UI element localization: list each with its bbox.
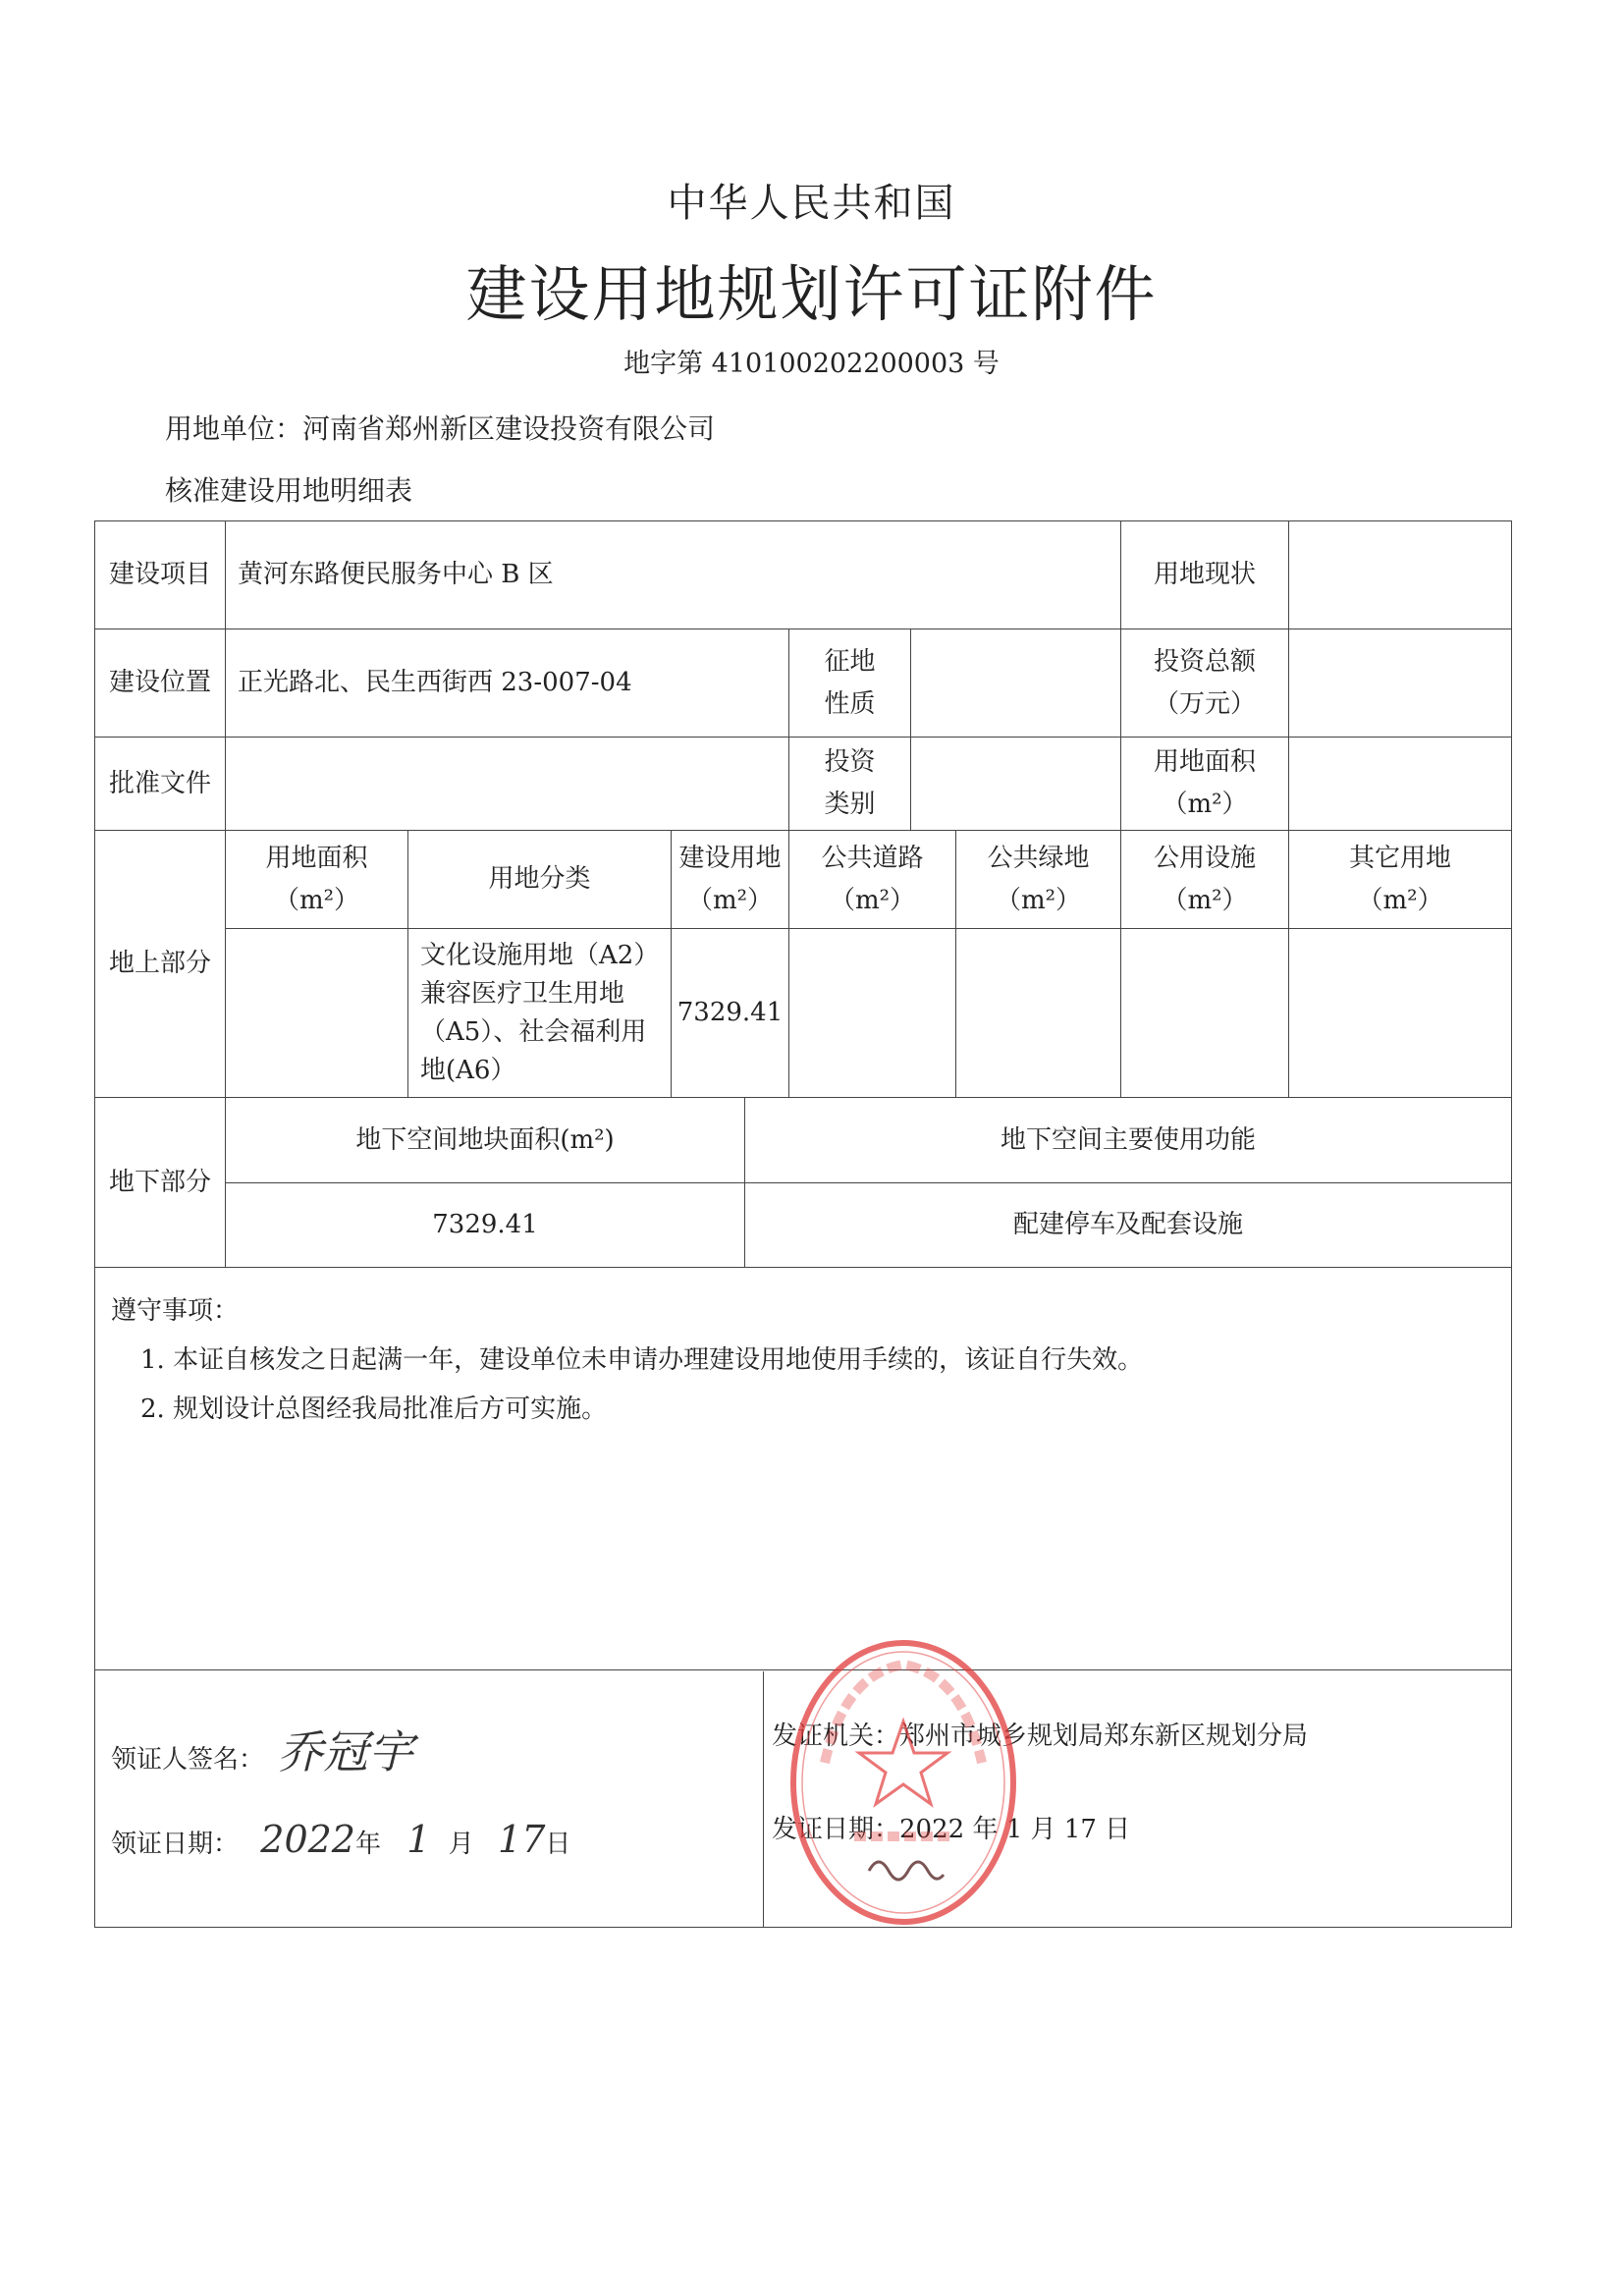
- signature-cell: [95, 1670, 1512, 1928]
- header-line1: 用地面积: [265, 843, 368, 873]
- underground-header-row: [95, 1098, 1512, 1183]
- land-status-value: [1289, 521, 1512, 629]
- above-header-public-facility: [1121, 831, 1289, 929]
- above-header-construction-land: [672, 831, 789, 929]
- land-area-label: [1121, 738, 1289, 831]
- land-unit-label: 用地单位：: [165, 412, 303, 445]
- total-investment-value: [1289, 629, 1512, 738]
- signature-divider: [763, 1671, 764, 1927]
- investment-type-label-line2: 类别: [824, 790, 876, 819]
- issuer-value: 郑州市城乡规划局郑东新区规划分局: [899, 1721, 1309, 1751]
- header-line1: 建设用地: [678, 843, 782, 873]
- land-unit-line: [165, 408, 715, 447]
- above-header-classification: [408, 831, 672, 929]
- header-line2: （m²）: [1162, 885, 1248, 915]
- above-construction-land-value: 7329.41: [672, 929, 789, 1098]
- month-char: 月: [448, 1829, 474, 1859]
- above-other-land-value: [1289, 929, 1512, 1098]
- approval-value: [226, 738, 789, 831]
- signature-row: [95, 1670, 1512, 1928]
- notes-cell: [95, 1268, 1512, 1670]
- header-line2: （m²）: [273, 885, 360, 915]
- recipient-label: 领证人签名：: [111, 1744, 265, 1775]
- issue-date-value: 2022 年 1 月 17 日: [899, 1814, 1131, 1844]
- year-char: 年: [355, 1829, 382, 1859]
- total-investment-label-line2: （万元）: [1154, 688, 1257, 719]
- above-ground-data-row: [95, 929, 1512, 1098]
- land-area-label-line1: 用地面积: [1154, 747, 1257, 778]
- above-classification-value: 文化设施用地（A2）兼容医疗卫生用地（A5）、社会福利用地(A6）: [408, 929, 672, 1098]
- header-line2: （m²）: [829, 885, 916, 915]
- underground-function-value: 配建停车及配套设施: [745, 1183, 1512, 1268]
- project-value: 黄河东路便民服务中心 B 区: [226, 521, 1121, 629]
- recipient-handwritten-name: 乔冠宇: [278, 1724, 414, 1778]
- investment-type-label-line1: 投资: [824, 747, 876, 778]
- above-header-public-road: [789, 831, 956, 929]
- notes-title: 遵守事项：: [111, 1296, 240, 1326]
- above-land-area-value: [226, 929, 408, 1098]
- header-line2: （m²）: [995, 885, 1082, 915]
- notes-item-1: 1. 本证自核发之日起满一年，建设单位未申请办理建设用地使用手续的，该证自行失效。: [140, 1345, 1144, 1376]
- recipient-date-year: 2022: [260, 1817, 355, 1861]
- header-line2: （m²）: [1357, 885, 1443, 915]
- land-unit-value: 河南省郑州新区建设投资有限公司: [302, 412, 716, 445]
- signature-area: [95, 1671, 1511, 1927]
- project-label: 建设项目: [95, 521, 226, 629]
- underground-label: 地下部分: [95, 1098, 226, 1268]
- notes-item-2: 2. 规划设计总图经我局批准后方可实施。: [140, 1394, 608, 1425]
- investment-type-value: [911, 738, 1121, 831]
- header-line1: 公共道路: [821, 843, 924, 873]
- document-number: 地字第 410100202200003 号: [623, 349, 1000, 379]
- header-line1: 用地分类: [488, 864, 591, 895]
- header-line1: 其它用地: [1349, 843, 1452, 873]
- location-value: 正光路北、民生西街西 23-007-04: [226, 629, 789, 738]
- recipient-date-line: [111, 1809, 570, 1871]
- land-nature-value: [911, 629, 1121, 738]
- land-status-label: 用地现状: [1121, 521, 1289, 629]
- recipient-date-month: 1: [406, 1817, 431, 1861]
- total-investment-label: [1121, 629, 1289, 738]
- issuer-label: 发证机关：: [772, 1721, 900, 1751]
- notes-row: [95, 1268, 1512, 1670]
- above-public-green-value: [956, 929, 1121, 1098]
- underground-data-row: [95, 1183, 1512, 1268]
- underground-function-header: 地下空间主要使用功能: [745, 1098, 1512, 1183]
- land-area-value: [1289, 738, 1512, 831]
- table-title: 核准建设用地明细表: [165, 474, 413, 507]
- above-header-land-area: [226, 831, 408, 929]
- land-detail-table: [94, 520, 1512, 1928]
- issue-date-line: [772, 1809, 1130, 1851]
- above-public-facility-value: [1121, 929, 1289, 1098]
- header-line1: 公共绿地: [987, 843, 1090, 873]
- recipient-signature-line: [111, 1716, 413, 1790]
- approval-label: 批准文件: [95, 738, 226, 831]
- underground-area-header: 地下空间地块面积(m²): [226, 1098, 745, 1183]
- document-title: 建设用地规划许可证附件: [465, 258, 1158, 330]
- above-public-road-value: [789, 929, 956, 1098]
- recipient-date-day: 17: [498, 1817, 546, 1861]
- row-location: [95, 629, 1512, 738]
- above-ground-header-row: [95, 831, 1512, 929]
- country-title: 中华人民共和国: [667, 181, 956, 226]
- land-nature-label-line2: 性质: [824, 688, 876, 719]
- row-project: [95, 521, 1512, 629]
- underground-area-value: 7329.41: [226, 1183, 745, 1268]
- above-header-other-land: [1289, 831, 1512, 929]
- above-header-public-green: [956, 831, 1121, 929]
- row-approval: [95, 738, 1512, 831]
- issue-date-label: 发证日期：: [772, 1814, 900, 1844]
- issuer-line: [772, 1716, 1308, 1758]
- land-nature-label: [789, 629, 911, 738]
- land-nature-label-line1: 征地: [824, 646, 876, 677]
- recipient-block: [111, 1671, 739, 1927]
- recipient-date-label: 领证日期：: [111, 1829, 240, 1859]
- land-area-label-line2: （m²）: [1162, 790, 1248, 819]
- above-ground-label: 地上部分: [95, 831, 226, 1098]
- day-char: 日: [545, 1829, 571, 1859]
- issuer-block: [772, 1671, 1498, 1927]
- investment-type-label: [789, 738, 911, 831]
- header-line1: 公用设施: [1154, 843, 1257, 873]
- total-investment-label-line1: 投资总额: [1154, 646, 1257, 677]
- header-line2: （m²）: [686, 885, 774, 915]
- location-label: 建设位置: [95, 629, 226, 738]
